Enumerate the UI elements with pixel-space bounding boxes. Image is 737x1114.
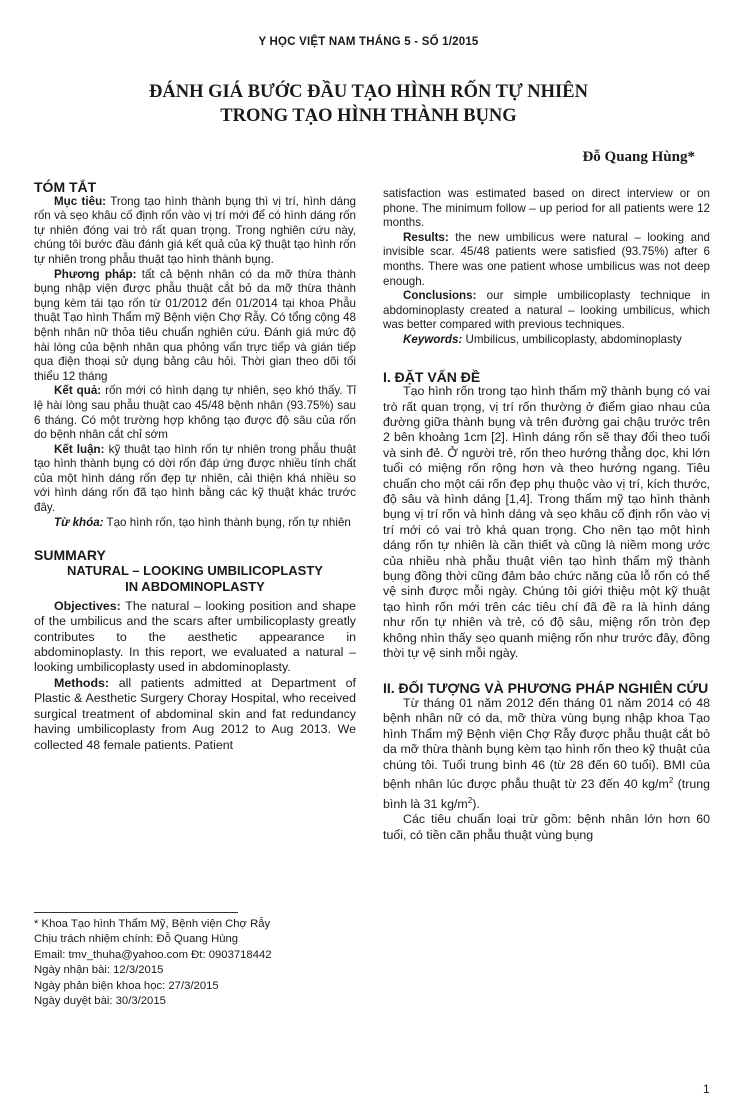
ketluan-label: Kết luận: — [54, 442, 105, 456]
objectives-label: Objectives: — [54, 598, 121, 613]
section2-p1-a: Từ tháng 01 năm 2012 đến tháng 01 năm 2014 có 48 bệnh nhân nữ có da, mỡ thừa vùng bụng nhập khoa Tạo hình Thẩm mỹ Bệnh viện Chợ Rẫy được phẫu thuật cắt bỏ da mỡ thừa thành bụng kèm tạo hình rốn theo kỹ thuật của chúng tôi. Tuổi trung bình 46 (từ 28 đến 60 tuổi). BMI của bệnh nhân lúc được phẫu thuật từ 23 đến 40 kg/m — [383, 696, 710, 792]
superscript-2b: 2 — [467, 795, 473, 805]
superscript-2a: 2 — [668, 776, 674, 786]
muctieu-label: Mục tiêu: — [54, 194, 107, 208]
ketluan-text: kỹ thuật tạo hình rốn tự nhiên trong phẫu thuật tạo hình thành bụng có dời rốn đáp ứng được nhiều tính chất của một hình dáng rốn đẹp tự nhiên, cải thiện khá nhiều so với hình dáng rốn đã tạo hình bằng các kỹ thuật khác trước đây. — [34, 442, 356, 515]
methods-label: Methods: — [54, 675, 110, 690]
section2-p1-c: ). — [472, 796, 480, 811]
conclusions-text: our simple umbilicoplasty technique in abdominoplasty created a natural – looking umbilicus, which was better compared with previous techniques. — [383, 289, 710, 332]
footnote-received: Ngày nhận bài: 12/3/2015 — [34, 964, 164, 977]
footnote-divider — [34, 912, 238, 913]
ketluan-paragraph — [34, 443, 356, 516]
phuongphap-paragraph — [34, 268, 356, 385]
muctieu-text: Trong tạo hình thành bụng thì vị trí, hình dáng rốn và sẹo khâu cố định rốn vào vị trí mới để có hình dáng rốn tự nhiên đóng vai trò rất quan trọng. Trong nghiên cứu này, chúng tôi bước đầu đánh giá kết quả của kỹ thuật tạo hình rốn tự nhiên trong phẫu thuật tạo hình thành bụng. — [34, 194, 356, 266]
section1-paragraph: Tạo hình rốn trong tạo hình thẩm mỹ thành bụng có vai trò rất quan trọng, vị trí rốn thường ở điểm giao nhau của đường giữa thành bụng và trên đường gai chậu trước trên 2 bên khoảng 1cm [2]. Hình dáng rốn sẽ thay đổi theo tuổi và sinh đẻ. Ở người trẻ, rốn theo hướng thẳng dọc, khi lớn tuổi có miệng rốn rộng hơn và theo hướng ngang. Tiêu chuẩn cho một cái rốn đẹp phụ thuộc vào vị trí, kích thước, độ sâu và hình dáng [1,4]. Trong thẩm mỹ tạo hình thành bụng vị trí rốn và hình dáng và sẹo khâu cố định rốn vào vị trí mới có vai trò khá quan trọng. Cho nên tạo một hình dáng rốn tự nhiên là cần thiết và cũng là niềm mong ước của nhiều nhà phẫu thuật viên tạo hình thẩm mỹ thành bụng đồng thời cũng đảm bảo chức năng của lỗ rốn có thể vệ sinh được mỗi ngày. Chúng tôi giới thiệu một kỹ thuật tạo hình rốn mới trên các tiêu chí đã đề ra là hình dáng như rốn tự nhiên và trẻ, có độ sâu, miệng rốn tròn đẹp không nhìn thấy sẹo quanh miệng rốn như trước đây, đồng thời tự vệ sinh mỗi ngày. — [383, 384, 710, 661]
ketqua-text: rốn mới có hình dạng tự nhiên, sẹo khó thấy. Tỉ lệ hài lòng sau phẫu thuật cao 45/48 bệnh nhân (93.75%) sau 6 tháng. Có một trường hợp không tạo được độ sâu của rốn do bệnh nhân cắt chỉ sớm — [34, 384, 356, 442]
tukhoa-paragraph — [34, 516, 356, 531]
conclusions-paragraph — [383, 289, 710, 333]
section2-paragraph-1 — [383, 696, 710, 812]
left-column — [34, 180, 356, 753]
phuongphap-label: Phương pháp: — [54, 267, 137, 281]
title-line-2: TRONG TẠO HÌNH THÀNH BỤNG — [220, 106, 517, 126]
page-number: 1 — [703, 1082, 710, 1096]
results-paragraph — [383, 231, 710, 289]
muctieu-paragraph — [34, 195, 356, 268]
author: Đỗ Quang Hùng* — [582, 149, 695, 165]
title-line-1: ĐÁNH GIÁ BƯỚC ĐẦU TẠO HÌNH RỐN TỰ NHIÊN — [149, 82, 588, 102]
summary-subtitle-2: IN ABDOMINOPLASTY — [125, 578, 265, 594]
footnote-responsible: Chịu trách nhiệm chính: Đỗ Quang Hùng — [34, 933, 239, 946]
keywords-label: Keywords: — [403, 332, 463, 346]
tukhoa-text: Tạo hình rốn, tạo hình thành bụng, rốn tự nhiên — [103, 515, 351, 529]
objectives-text: The natural – looking position and shape of the umbilicus and the scars after umbilicoplasty greatly contributes to the aesthetic appearance in abdominoplasty. In this report, we evaluated a natural – looking umbilicoplasty used in abdominoplasty. — [34, 598, 356, 675]
section2-p1-b: (trung bình là 31 kg/m — [383, 777, 710, 811]
summary-heading: SUMMARY — [34, 547, 106, 564]
section2-paragraph-2: Các tiêu chuẩn loại trừ gồm: bệnh nhân lớn hơn 60 tuổi, có tiền căn phẫu thuật vùng bụng — [383, 812, 710, 842]
footnote-accepted: Ngày duyệt bài: 30/3/2015 — [34, 995, 166, 1008]
article-title — [40, 80, 697, 128]
methods-paragraph — [34, 676, 356, 753]
footnote-reviewed: Ngày phản biện khoa học: 27/3/2015 — [34, 979, 219, 992]
tukhoa-label: Từ khóa: — [54, 515, 104, 529]
ketqua-paragraph — [34, 384, 356, 442]
methods-text: all patients admitted at Department of Plastic & Aesthetic Surgery Choray Hospital, who received surgical treatment of abdominal skin and fat redundancy having umbilicoplasty from Aug 2012 to Aug 2013. We collected 48 female patients. Patient — [34, 675, 356, 752]
summary-subtitle-1: NATURAL – LOOKING UMBILICOPLASTY — [67, 562, 323, 578]
journal-header: Y HỌC VIỆT NAM THÁNG 5 - SỐ 1/2015 — [258, 36, 479, 48]
tomtat-heading: TÓM TẮT — [34, 179, 97, 195]
ketqua-label: Kết quả: — [54, 384, 102, 398]
right-column — [383, 187, 710, 843]
section1-heading: I. ĐẶT VẤN ĐỀ — [383, 368, 481, 385]
footnote — [34, 917, 272, 1009]
summary-continued: satisfaction was estimated based on direct interview or on phone. The minimum follow – up period for all patients were 12 months. — [383, 187, 710, 230]
objectives-paragraph — [34, 599, 356, 676]
footnote-email: Email: tmv_thuha@yahoo.com Đt: 0903718442 — [34, 948, 272, 961]
conclusions-label: Conclusions: — [403, 289, 477, 303]
keywords-paragraph — [383, 333, 710, 348]
phuongphap-text: tất cả bệnh nhân có da mỡ thừa thành bụng nhập viện được phẫu thuật cắt bỏ da mỡ thừa thành bụng kèm tái tạo rốn từ 01/2012 đến 01/2014 tại khoa Phẫu thuật Tạo hình Thẩm mỹ Bệnh viện Chợ Rẫy. Có tổng cộng 48 bệnh nhân nữ thỏa tiêu chuẩn nghiên cứu. Đánh giá mức độ hài lòng của bệnh nhân qua phỏng vấn trực tiếp và gián tiếp qua điện thoại sử dụng bảng câu hỏi. Thời gian theo dõi tối thiểu 12 tháng — [34, 267, 356, 383]
keywords-text: Umbilicus, umbilicoplasty, abdominoplasty — [462, 332, 682, 346]
footnote-affiliation: * Khoa Tạo hình Thẩm Mỹ, Bệnh viện Chợ Rẫy — [34, 918, 271, 930]
results-label: Results: — [403, 230, 449, 244]
section2-heading: II. ĐỐI TƯỢNG VÀ PHƯƠNG PHÁP NGHIÊN CỨU — [383, 680, 709, 697]
results-text: the new umbilicus were natural – looking and invisible scar. 45/48 patients were satisfied (93.75%) after 6 months. There was one patient whose umbilicus was not deep enough. — [383, 230, 710, 288]
